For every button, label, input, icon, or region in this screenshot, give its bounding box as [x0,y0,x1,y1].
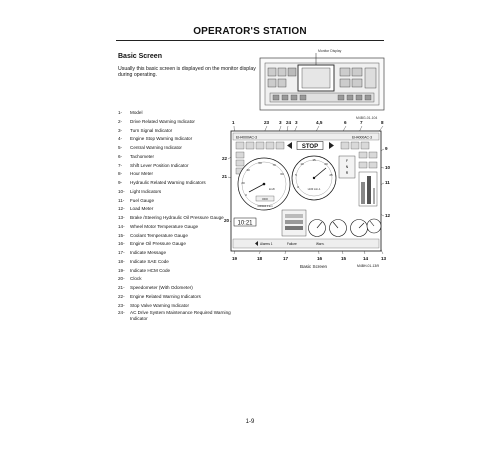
callout-label: 22 [222,156,228,161]
svg-text:0: 0 [297,185,299,189]
screen-figure-caption: Basic Screen [300,264,328,269]
list-item: 24- AC Drive System Maintenance Required Warning Indicator [118,310,231,322]
svg-text:25: 25 [329,173,333,177]
list-item: 1- Model [118,110,143,115]
svg-text:60: 60 [280,172,284,176]
svg-text:20: 20 [241,181,245,185]
list-item: 10- Light Indicators [118,188,162,194]
list-item: 20- Clock [118,276,142,282]
list-item: 17- Indicate Message [118,250,167,255]
callout-label: 4,5 [316,120,323,125]
svg-text:20: 20 [324,162,328,166]
list-item: 9- Hydraulic Related Warning Indicators [118,180,206,185]
clock-display: 10:21 [237,220,253,227]
callout-label: 9 [385,146,388,151]
callout-label: 7 [360,120,363,125]
callout-label: 19 [232,256,238,261]
callout-label: 16 [317,256,323,261]
callout-label: 24 [286,120,292,125]
list-item: 11- Fuel Gauge [118,197,155,203]
list-item: 13- Brake /Steering Hydraulic Oil Pressure Gauge [118,215,224,220]
svg-text:70: 70 [272,163,276,167]
model-label-right: EH4000AC-3 [352,135,372,140]
list-item: 16- Engine Oil Pressure Gauge [118,241,186,247]
callout-label: 17 [283,256,289,261]
list-item: 4- Engine Stop Warning Indicator [118,136,193,142]
list-item: 8- Hour Meter [118,171,153,177]
overview-figure-label: Monitor Display [318,49,342,53]
callout-label: 15 [341,256,347,261]
page-title: OPERATOR'S STATION [193,26,307,37]
callout-label: 11 [385,180,390,185]
list-item: 12- Load Meter [118,206,154,212]
callout-label: 18 [257,256,263,261]
svg-text:10: 10 [300,162,304,166]
callout-label: 1 [232,120,235,125]
legend-list [118,109,238,322]
callout-label: 23 [264,120,270,125]
callout-label: 14 [363,256,369,261]
odometer-value: 000000.0 km [257,205,273,208]
list-item: 18- Indicate SAE Code [118,258,169,264]
overview-figure-code: M4BG-01-104 [356,116,378,120]
screen-figure-code: M4BH-01-13/9 [357,264,380,268]
svg-text:0: 0 [245,193,247,197]
message-failure: Failure [287,242,297,247]
svg-text:R: R [345,171,349,175]
svg-text:60: 60 [258,161,262,165]
list-item: 19- Indicate HCM Code [118,267,171,273]
svg-text:15: 15 [312,158,316,162]
stop-indicator-label: STOP [301,144,319,150]
title-divider [116,40,384,41]
list-item: 14- Wheel Motor Temperature Gauge [118,223,199,229]
callout-label: 12 [385,213,391,218]
speed-unit: km/h [269,187,276,191]
list-item: 21- Speedometer (With Odometer) [118,285,193,290]
callout-label: 10 [385,165,391,170]
model-label: EH4000AC-3 [236,135,258,140]
basic-screen-figure [222,118,390,262]
callout-label: 13 [381,256,387,261]
callout-label: 3 [295,120,298,125]
callout-label: 6 [344,120,347,125]
svg-text:5: 5 [295,173,297,177]
list-item: 5- Central Warning Indicator [118,145,182,150]
list-item: 6- Tachometer [118,153,154,159]
message-warning: Warn. [316,242,325,247]
callout-label: 8 [381,120,384,125]
odometer-label: ODO [262,197,268,201]
page-number: 1-9 [245,419,255,425]
list-item: 7- Shift Lever Position Indicator [118,162,189,168]
monitor-overview-figure [258,52,388,114]
message-alarm: Alarms 1 [260,242,273,247]
list-item: 22- Engine Related Warning Indicators [118,293,201,299]
svg-text:N: N [345,165,349,169]
callout-label: 21 [222,174,228,179]
list-item: 2- Drive Related Warning Indicator [118,118,195,124]
section-heading: Basic Screen [118,53,162,60]
callout-label: 3 [279,120,282,125]
svg-text:40: 40 [246,168,250,172]
list-item: 3- Turn Signal Indicator [118,127,173,133]
list-item: 15- Coolant Temperature Gauge [118,232,188,238]
list-item: 23- Stop Valve Warning Indicator [118,302,189,308]
callout-label: 20 [224,218,230,223]
tach-unit: x100 min-1 [307,188,321,191]
svg-text:F: F [345,159,349,163]
intro-paragraph: Usually this basic screen is displayed on the monitor display during operating. [118,66,256,79]
